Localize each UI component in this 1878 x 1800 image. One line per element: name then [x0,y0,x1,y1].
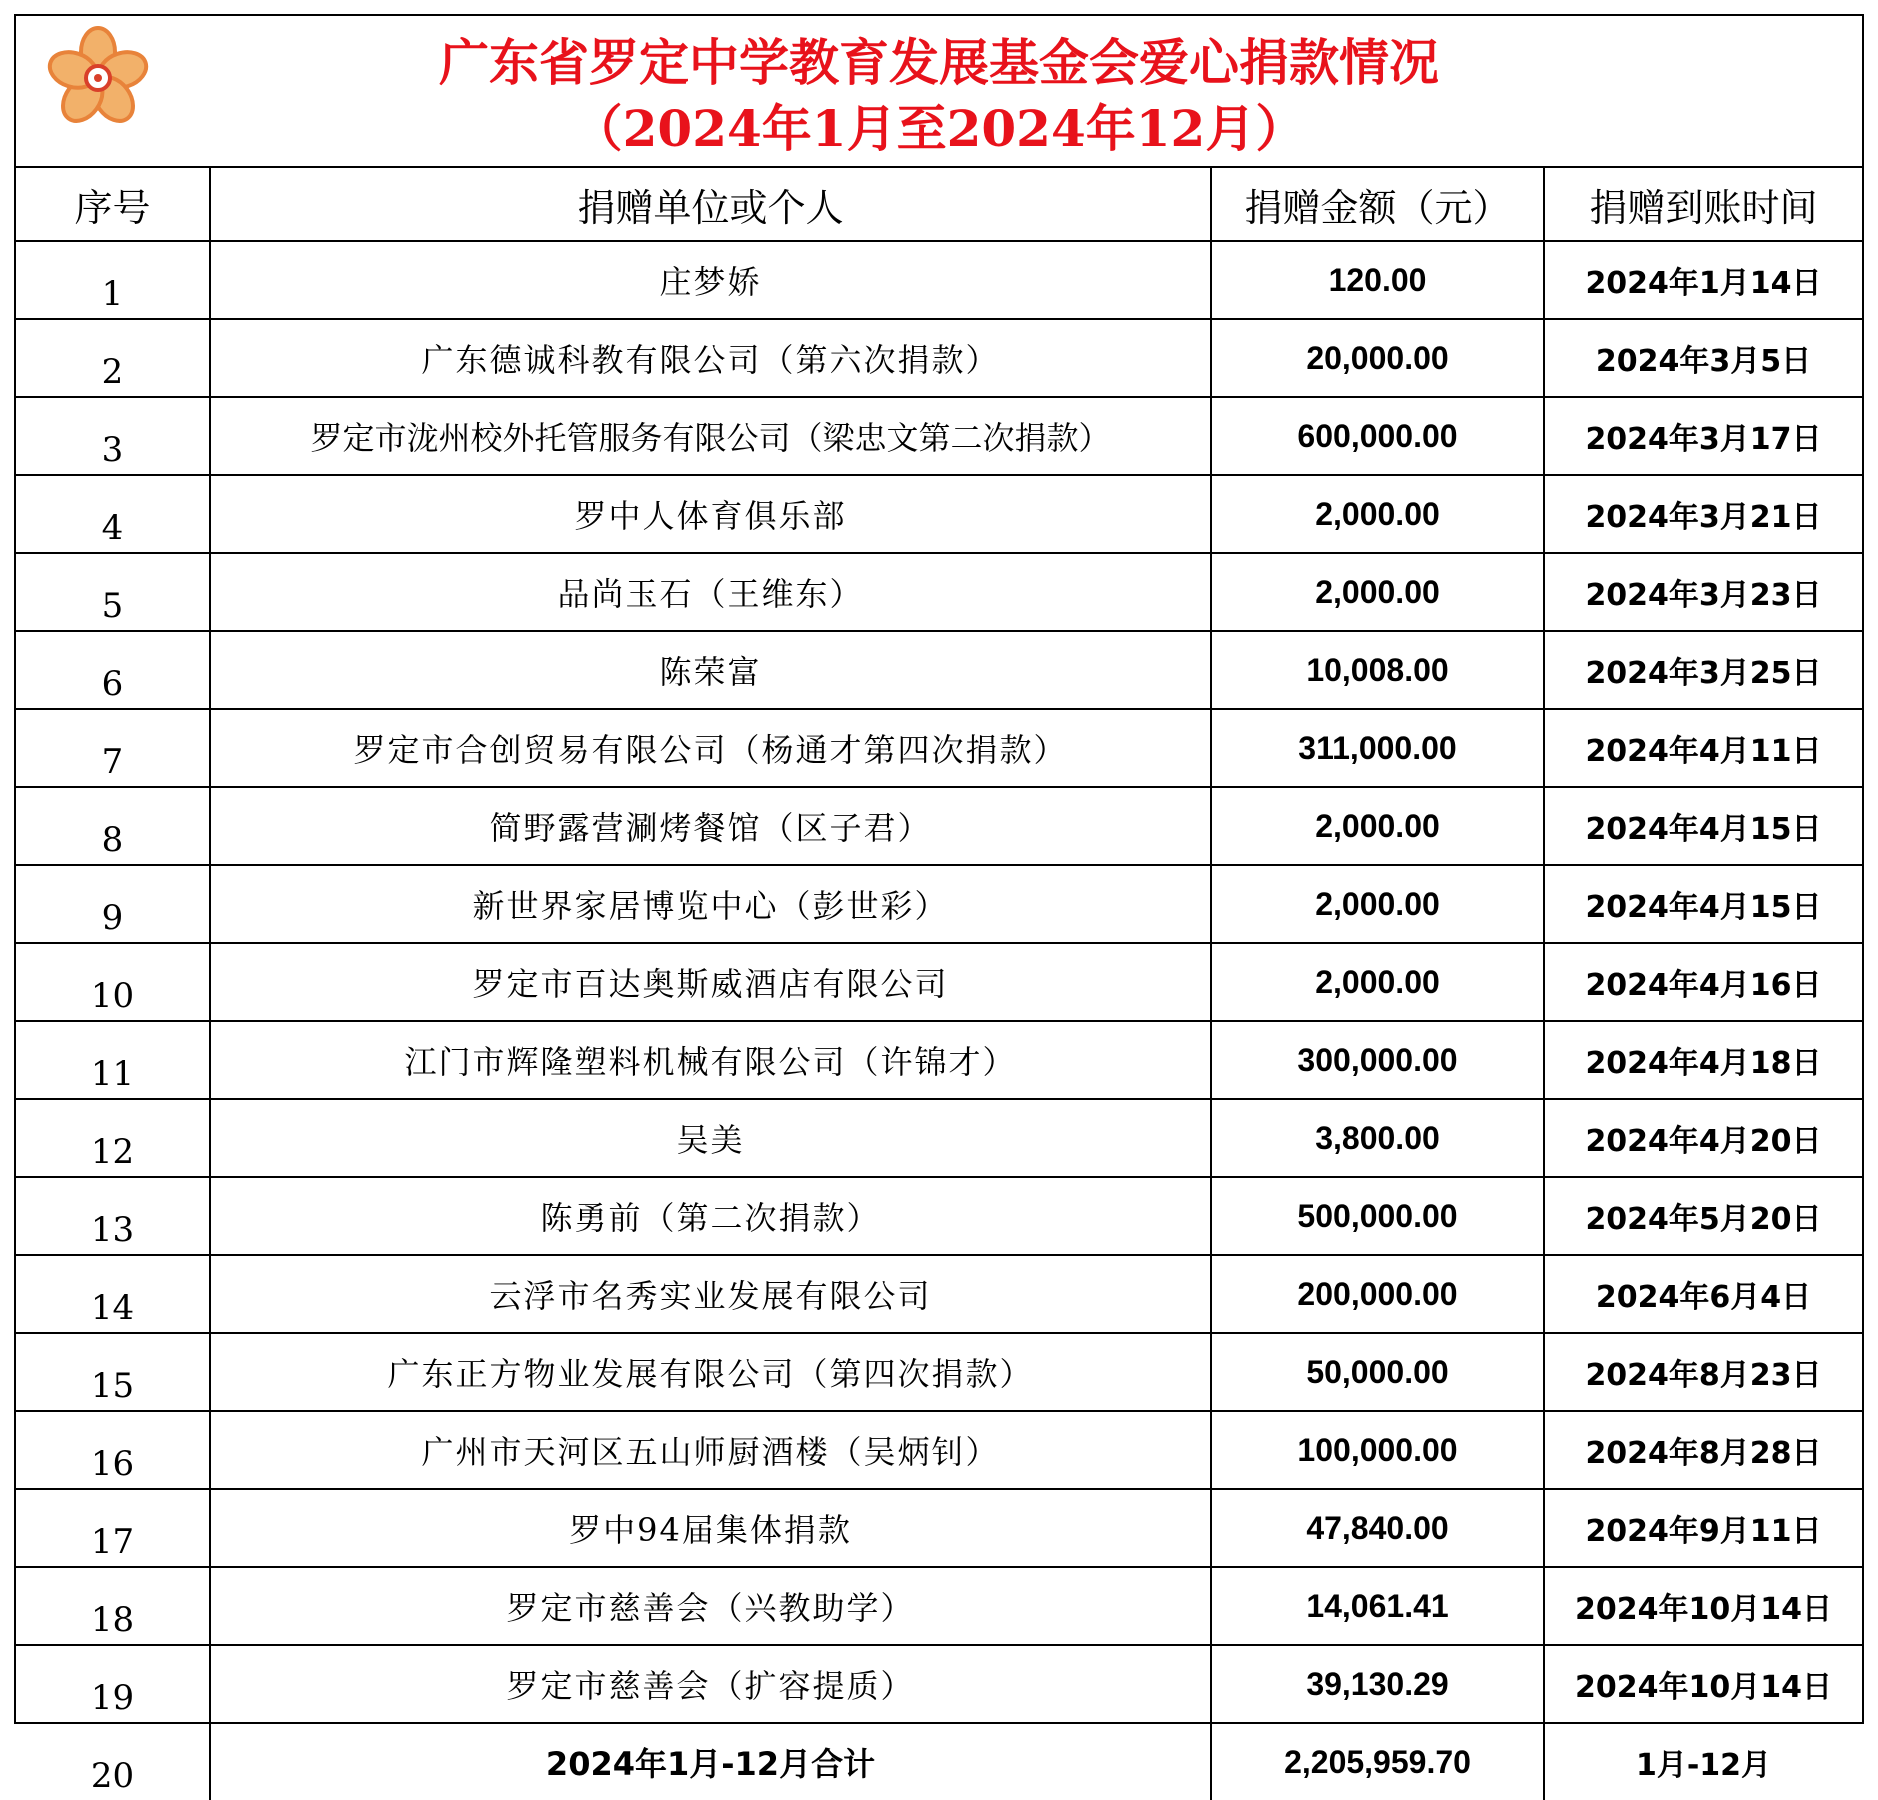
donation-amount: 2,000.00 [1211,553,1544,631]
donor-name: 陈荣富 [210,631,1211,709]
table-row [16,943,1862,1021]
row-number: 8 [16,787,210,865]
table-row [16,709,1862,787]
header-row [16,168,1862,241]
donor-name: 广州市天河区五山师厨酒楼（吴炳钊） [210,1411,1211,1489]
row-number: 16 [16,1411,210,1489]
row-number: 5 [16,553,210,631]
table-row [16,1099,1862,1177]
table-row [16,1255,1862,1333]
row-number: 12 [16,1099,210,1177]
table-row [16,1645,1862,1723]
received-date: 2024年10月14日 [1544,1645,1862,1723]
row-number: 15 [16,1333,210,1411]
header-amount: 捐赠金额（元） [1211,168,1544,241]
row-number: 20 [16,1723,210,1800]
row-number: 2 [16,319,210,397]
donation-amount: 50,000.00 [1211,1333,1544,1411]
row-number: 4 [16,475,210,553]
donation-amount: 20,000.00 [1211,319,1544,397]
received-date: 2024年3月23日 [1544,553,1862,631]
received-date: 2024年3月5日 [1544,319,1862,397]
received-date: 2024年5月20日 [1544,1177,1862,1255]
table-row [16,1177,1862,1255]
table-row [16,1489,1862,1567]
donor-name: 罗定市慈善会（扩容提质） [210,1645,1211,1723]
donor-name: 罗定市慈善会（兴教助学） [210,1567,1211,1645]
received-date: 2024年8月28日 [1544,1411,1862,1489]
row-number: 6 [16,631,210,709]
table-row [16,475,1862,553]
donor-name: 罗定市百达奥斯威酒店有限公司 [210,943,1211,1021]
row-number: 10 [16,943,210,1021]
table-row [16,1411,1862,1489]
donor-name: 简野露营涮烤餐馆（区子君） [210,787,1211,865]
total-label: 2024年1月-12月合计 [210,1723,1211,1800]
donor-name: 罗中人体育俱乐部 [210,475,1211,553]
row-number: 9 [16,865,210,943]
page-title [16,30,1862,162]
table-row [16,241,1862,319]
row-number: 18 [16,1567,210,1645]
header-date: 捐赠到账时间 [1544,168,1862,241]
received-date: 2024年1月14日 [1544,241,1862,319]
donation-amount: 3,800.00 [1211,1099,1544,1177]
table-row [16,631,1862,709]
received-date: 2024年9月11日 [1544,1489,1862,1567]
donation-amount: 200,000.00 [1211,1255,1544,1333]
donation-amount: 600,000.00 [1211,397,1544,475]
received-date: 2024年4月18日 [1544,1021,1862,1099]
donor-name: 江门市辉隆塑料机械有限公司（许锦才） [210,1021,1211,1099]
row-number: 14 [16,1255,210,1333]
received-date: 2024年4月15日 [1544,787,1862,865]
received-date: 2024年6月4日 [1544,1255,1862,1333]
donation-amount: 100,000.00 [1211,1411,1544,1489]
donation-amount: 2,000.00 [1211,865,1544,943]
donation-amount: 10,008.00 [1211,631,1544,709]
total-row [16,1723,1862,1800]
received-date: 2024年4月11日 [1544,709,1862,787]
donor-name: 新世界家居博览中心（彭世彩） [210,865,1211,943]
donor-name: 庄梦娇 [210,241,1211,319]
table-row [16,1567,1862,1645]
title-line-2: （2024年1月至2024年12月） [572,99,1306,158]
received-date: 2024年4月15日 [1544,865,1862,943]
header-no: 序号 [16,168,210,241]
donation-amount: 39,130.29 [1211,1645,1544,1723]
donation-sheet [14,14,1864,1796]
title-band [16,16,1862,168]
row-number: 7 [16,709,210,787]
donation-amount: 2,000.00 [1211,787,1544,865]
donation-table [16,168,1862,1800]
table-row [16,865,1862,943]
title-line-1: 广东省罗定中学教育发展基金会爱心捐款情况 [439,33,1439,92]
received-date: 2024年10月14日 [1544,1567,1862,1645]
total-period: 1月-12月 [1544,1723,1862,1800]
row-number: 19 [16,1645,210,1723]
received-date: 2024年3月21日 [1544,475,1862,553]
received-date: 2024年8月23日 [1544,1333,1862,1411]
row-number: 11 [16,1021,210,1099]
received-date: 2024年4月16日 [1544,943,1862,1021]
donation-amount: 14,061.41 [1211,1567,1544,1645]
donor-name: 广东正方物业发展有限公司（第四次捐款） [210,1333,1211,1411]
donor-name: 吴美 [210,1099,1211,1177]
donation-amount: 47,840.00 [1211,1489,1544,1567]
donor-name: 品尚玉石（王维东） [210,553,1211,631]
row-number: 1 [16,241,210,319]
donation-amount: 500,000.00 [1211,1177,1544,1255]
table-row [16,787,1862,865]
donation-amount: 311,000.00 [1211,709,1544,787]
table-row [16,1021,1862,1099]
donation-amount: 120.00 [1211,241,1544,319]
donation-amount: 300,000.00 [1211,1021,1544,1099]
header-donor: 捐赠单位或个人 [210,168,1211,241]
row-number: 13 [16,1177,210,1255]
row-number: 3 [16,397,210,475]
donation-amount: 2,000.00 [1211,943,1544,1021]
donor-name: 广东德诚科教有限公司（第六次捐款） [210,319,1211,397]
donor-name: 陈勇前（第二次捐款） [210,1177,1211,1255]
table-row [16,1333,1862,1411]
table-row [16,397,1862,475]
received-date: 2024年3月25日 [1544,631,1862,709]
donor-name: 罗中94届集体捐款 [210,1489,1211,1567]
received-date: 2024年3月17日 [1544,397,1862,475]
donor-name: 罗定市合创贸易有限公司（杨通才第四次捐款） [210,709,1211,787]
donation-amount: 2,000.00 [1211,475,1544,553]
received-date: 2024年4月20日 [1544,1099,1862,1177]
row-number: 17 [16,1489,210,1567]
table-row [16,319,1862,397]
table-row [16,553,1862,631]
donor-name: 罗定市泷州校外托管服务有限公司（梁忠文第二次捐款） [210,397,1211,475]
total-amount: 2,205,959.70 [1211,1723,1544,1800]
donor-name: 云浮市名秀实业发展有限公司 [210,1255,1211,1333]
